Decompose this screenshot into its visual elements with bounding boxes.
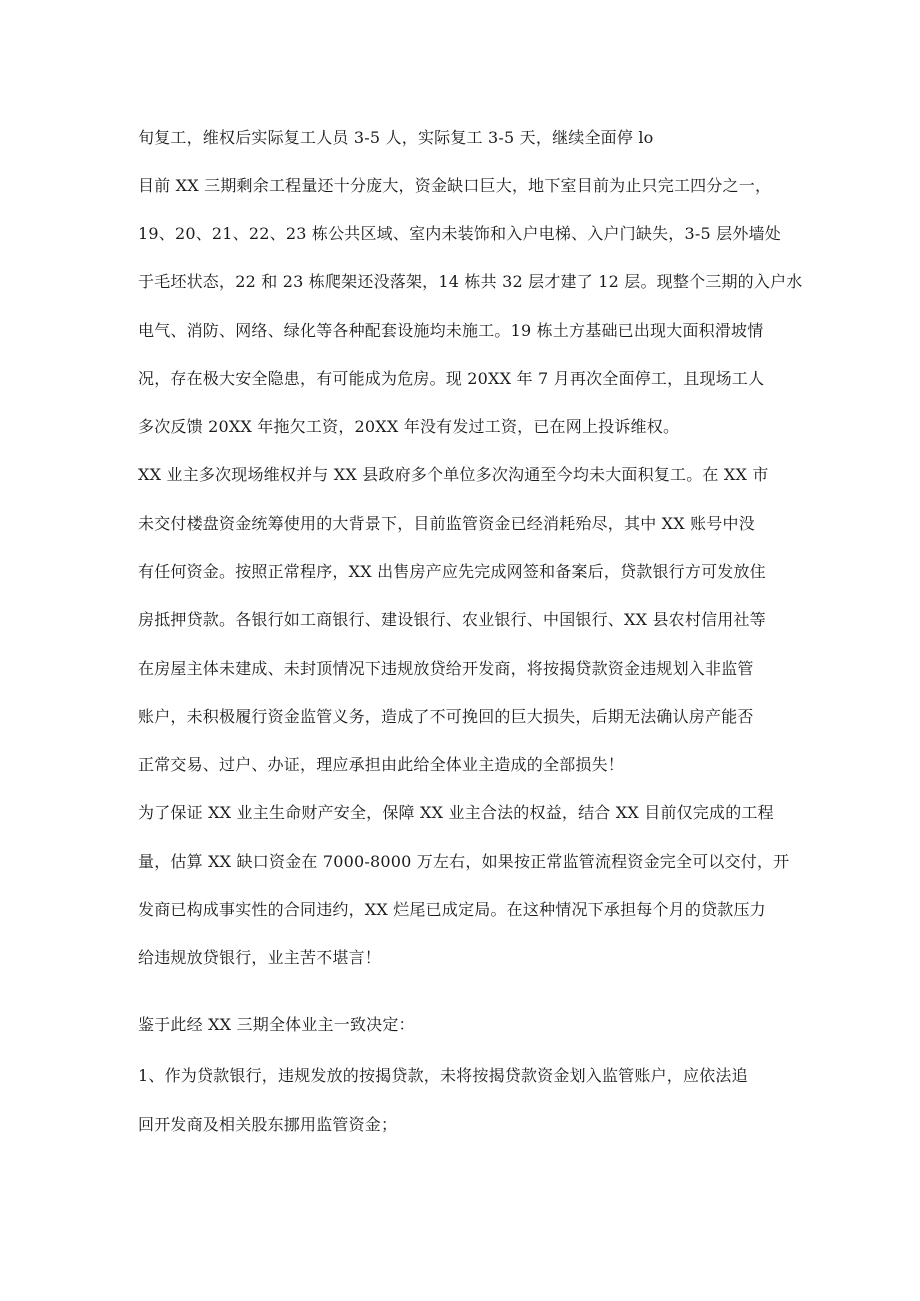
text-line: 为了保证 XX 业主生命财产安全，保障 XX 业主合法的权益，结合 XX 目前仅完成的工程 xyxy=(138,803,774,822)
text-line: XX 业主多次现场维权并与 XX 县政府多个单位多次沟通至今均未大面积复工。在 XX 市 xyxy=(138,465,769,484)
text-line: 回开发商及相关股东挪用监管资金； xyxy=(138,1115,398,1134)
text-line: 发商已构成事实性的合同违约，XX 烂尾已成定局。在这种情况下承担每个月的贷款压力 xyxy=(138,900,766,919)
text-line: 未交付楼盘资金统筹使用的大背景下，目前监管资金已经消耗殆尽，其中 XX 账号中没 xyxy=(138,514,755,533)
text-line: 给违规放贷银行，业主苦不堪言！ xyxy=(138,948,382,967)
text-line: 正常交易、过户、办证，理应承担由此给全体业主造成的全部损失！ xyxy=(138,755,625,774)
text-line: 于毛坯状态，22 和 23 栋爬架还没落架，14 栋共 32 层才建了 12 层。现整个三期的入户水 xyxy=(138,272,803,291)
text-line: 房抵押贷款。各银行如工商银行、建设银行、农业银行、中国银行、XX 县农村信用社等 xyxy=(138,610,766,629)
text-line: 在房屋主体未建成、未封顶情况下违规放贷给开发商，将按揭贷款资金违规划入非监管 xyxy=(138,659,754,678)
text-line: 多次反馈 20XX 年拖欠工资，20XX 年没有发过工资，已在网上投诉维权。 xyxy=(138,417,680,436)
text-line: 量，估算 XX 缺口资金在 7000-8000 万左右，如果按正常监管流程资金完全可以交付，开 xyxy=(138,852,790,871)
text-line: 1、作为贷款银行，违规发放的按揭贷款，未将按揭贷款资金划入监管账户，应依法追 xyxy=(138,1066,748,1085)
text-line: 目前 XX 三期剩余工程量还十分庞大，资金缺口巨大，地下室目前为止只完工四分之一， xyxy=(138,176,772,195)
text-line: 鉴于此经 XX 三期全体业主一致决定： xyxy=(138,1015,415,1034)
text-line: 账户，未积极履行资金监管义务，造成了不可挽回的巨大损失，后期无法确认房产能否 xyxy=(138,707,754,726)
text-line: 旬复工，维权后实际复工人员 3-5 人，实际复工 3-5 天，继续全面停 lo xyxy=(138,128,654,147)
text-line: 电气、消防、网络、绿化等各种配套设施均未施工。19 栋土方基础已出现大面积滑坡情 xyxy=(138,321,764,340)
text-line: 况，存在极大安全隐患，有可能成为危房。现 20XX 年 7 月再次全面停工，且现场工人 xyxy=(138,369,765,388)
text-line: 19、20、21、22、23 栋公共区域、室内未装饰和入户电梯、入户门缺失，3-5 层外墙处 xyxy=(138,224,781,243)
text-line: 有任何资金。按照正常程序，XX 出售房产应先完成网签和备案后，贷款银行方可发放住 xyxy=(138,562,766,581)
